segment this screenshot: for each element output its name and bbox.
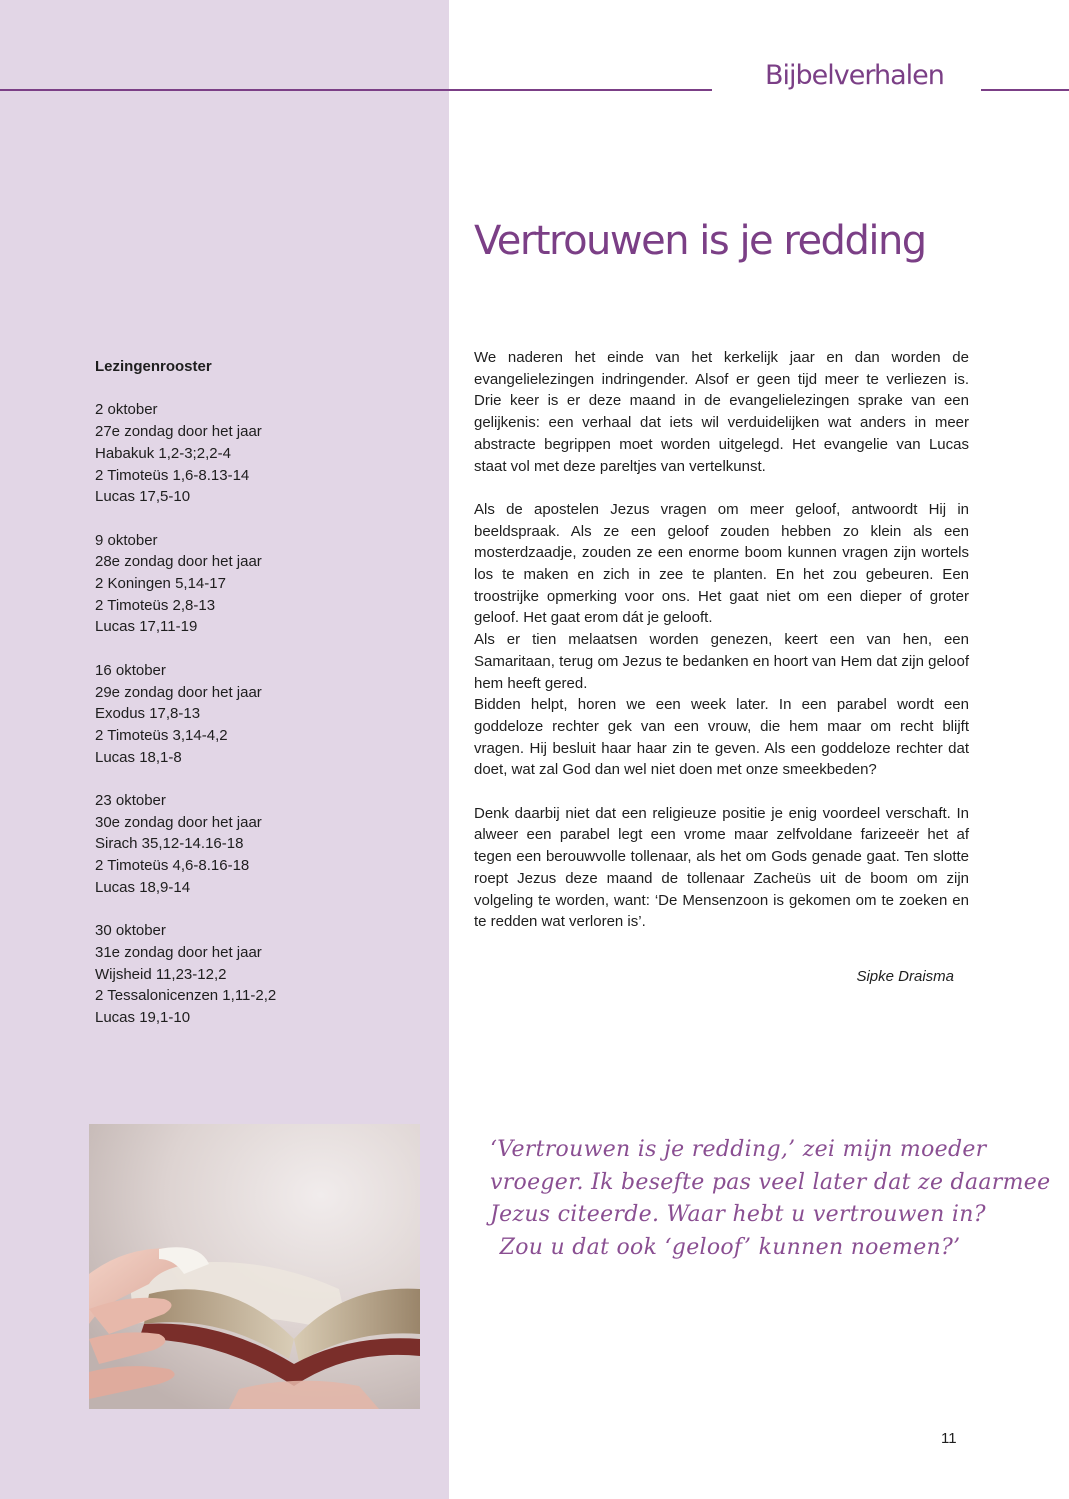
- article-paragraph: We naderen het einde van het kerkelijk jaar en dan worden de evangelielezingen indringender. Alsof er geen tijd meer te verliezen is. Drie keer is er deze maand in de evangelielezingen sprake van een gelijkenis: een verhaal dat iets wil verduidelijken wat anders in meer abstracte begrippen moet worden uitgelegd. Het evangelie van Lucas staat vol met deze pareltjes van vertelkunst.: [474, 349, 969, 475]
- schedule-reading: 2 Timoteüs 3,14-4,2: [95, 726, 228, 744]
- schedule-entry: [95, 530, 425, 639]
- schedule-entry: [95, 660, 425, 769]
- schedule-reading: 2 Tessalonicenzen 1,11-2,2: [95, 987, 277, 1005]
- article-paragraph: Bidden helpt, horen we een week later. In een parabel wordt een goddeloze rechter gek van een vrouw, die hem maar om recht blijft vragen. Hij besluit haar haar zin te geven. Als een goddeloze rechter dat doet, wat zal God dan wel niet doen met onze smeekbeden?: [474, 696, 969, 779]
- article-title: Vertrouwen is je redding: [474, 218, 926, 264]
- pull-quote-line: Jezus citeerde. Waar hebt u vertrouwen in?: [490, 1202, 986, 1227]
- schedule-reading: Sirach 35,12-14.16-18: [95, 835, 244, 853]
- schedule-sunday: 27e zondag door het jaar: [95, 423, 262, 441]
- schedule-entry: [95, 920, 425, 1029]
- schedule-gospel: Lucas 18,1-8: [95, 748, 182, 766]
- schedule-reading: Habakuk 1,2-3;2,2-4: [95, 444, 231, 462]
- schedule-entry: [95, 790, 425, 899]
- schedule-reading: Exodus 17,8-13: [95, 705, 201, 723]
- article-paragraph: Denk daarbij niet dat een religieuze positie je enig voordeel verschaft. In alweer een parabel legt een vrome maar zelfvoldane farizeeër het af tegen een berouwvolle tollenaar, als het om Gods genade gaat. Ten slotte roept Jezus deze maand de tollenaar Zacheüs uit de boom om zijn volgeling te worden, want: ‘De Mensenzoon is gekomen om te zoeken en te redden wat verloren is’.: [474, 804, 969, 931]
- schedule-date: 2 oktober: [95, 401, 158, 419]
- article-paragraph: Als er tien melaatsen worden genezen, keert een van hen, een Samaritaan, terug om Jezus te bedanken en hoort van Hem dat zijn geloof hem heeft gered.: [474, 631, 969, 692]
- schedule-reading: 2 Timoteüs 4,6-8.16-18: [95, 857, 250, 875]
- schedule-gospel: Lucas 18,9-14: [95, 878, 191, 896]
- schedule-sunday: 29e zondag door het jaar: [95, 683, 262, 701]
- schedule-heading: Lezingenrooster: [95, 358, 212, 375]
- schedule-reading: 2 Timoteüs 1,6-8.13-14: [95, 466, 250, 484]
- schedule-gospel: Lucas 17,5-10: [95, 488, 191, 506]
- schedule-date: 16 oktober: [95, 661, 166, 679]
- bible-reading-photo: [89, 1124, 420, 1409]
- schedule-reading: 2 Koningen 5,14-17: [95, 575, 226, 592]
- schedule-reading: 2 Timoteüs 2,8-13: [95, 596, 216, 614]
- page-number: 11: [941, 1430, 957, 1447]
- pull-quote: [490, 1134, 1051, 1264]
- article-author: Sipke Draisma: [856, 968, 954, 985]
- schedule-entry: [95, 399, 425, 508]
- pull-quote-line: ‘Vertrouwen is je redding,’ zei mijn moeder: [490, 1137, 987, 1162]
- reading-schedule: [95, 356, 425, 1050]
- article-paragraph: Als de apostelen Jezus vragen om meer geloof, antwoordt Hij in beeldspraak. Als ze een geloof zouden hebben zo klein als een mosterdzaadje, zouden ze een enorme boom kunnen vragen zijn wortels los te maken en zich in zee te planten. En het zou gebeuren. Een troostrijke opmerking voor ons. Het gaat niet om een dieper of groter geloof. Het gaat erom dát je gelooft.: [474, 500, 969, 627]
- schedule-gospel: Lucas 17,11-19: [95, 618, 198, 636]
- article-body: [474, 347, 969, 933]
- schedule-date: 30 oktober: [95, 922, 166, 940]
- schedule-sunday: 30e zondag door het jaar: [95, 813, 262, 831]
- schedule-reading: Wijsheid 11,23-12,2: [95, 965, 227, 983]
- schedule-sunday: 31e zondag door het jaar: [95, 943, 262, 961]
- schedule-date: 9 oktober: [95, 531, 158, 549]
- pull-quote-line: vroeger. Ik besefte pas veel later dat ze daarmee: [490, 1169, 1051, 1195]
- schedule-date: 23 oktober: [95, 792, 166, 809]
- pull-quote-line: Zou u dat ook ‘geloof’ kunnen noemen?’: [499, 1234, 961, 1260]
- section-label: Bijbelverhalen: [765, 60, 944, 91]
- header-rule: [981, 89, 1069, 91]
- schedule-sunday: 28e zondag door het jaar: [95, 553, 262, 571]
- schedule-gospel: Lucas 19,1-10: [95, 1009, 191, 1027]
- header-rule: [0, 89, 712, 91]
